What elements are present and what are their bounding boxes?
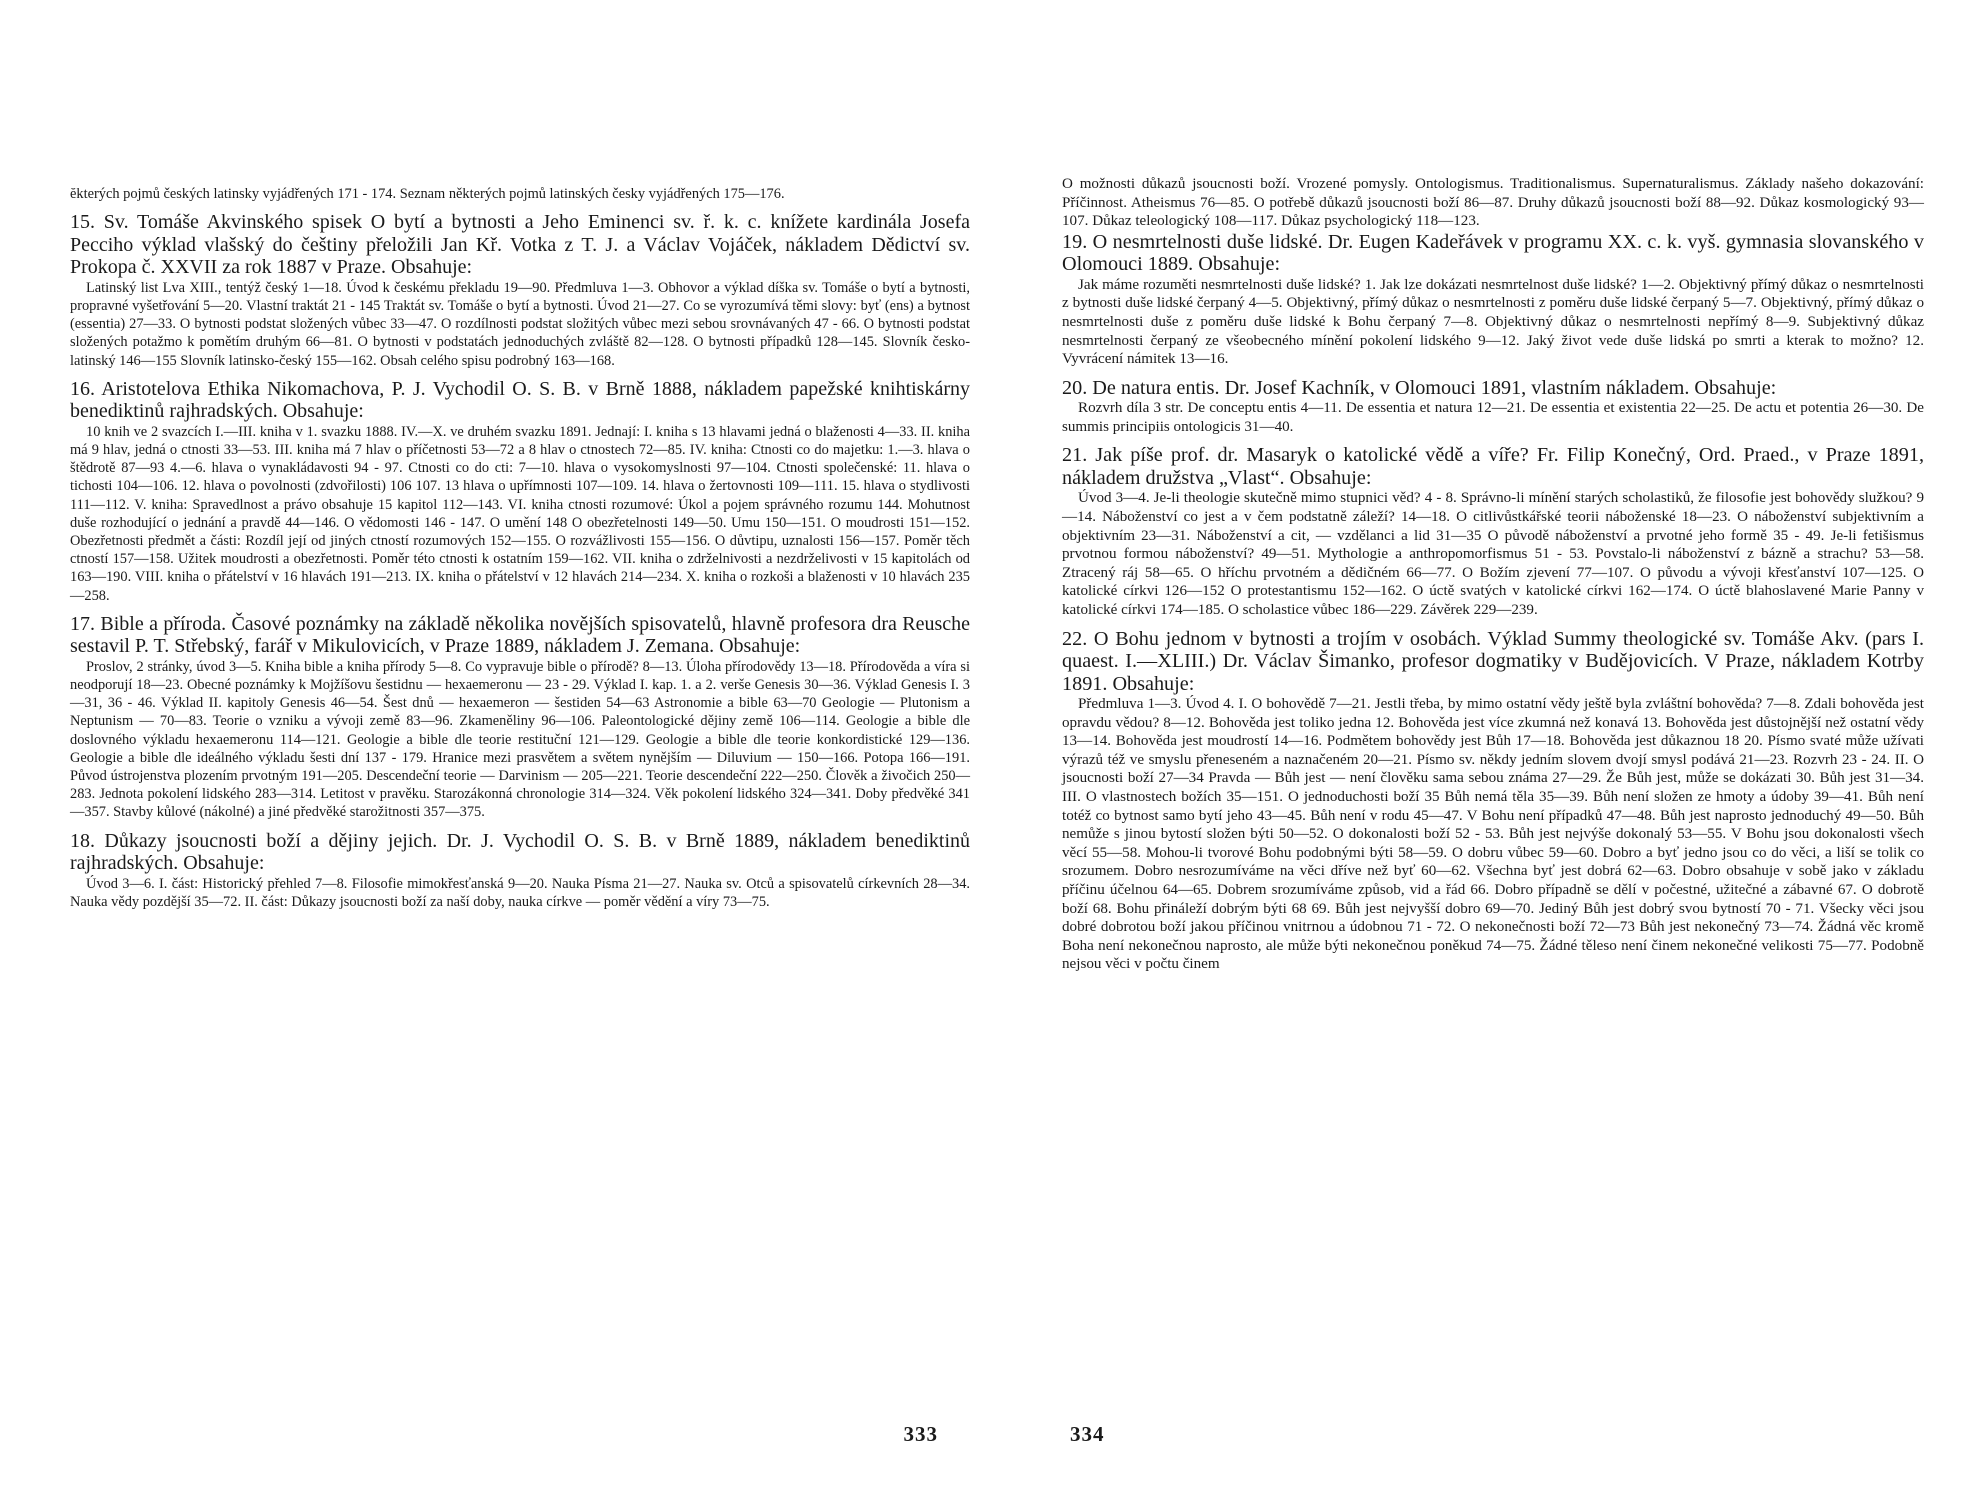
page-number-right: 334 xyxy=(1070,1422,1105,1446)
entry-20 xyxy=(1062,377,1924,437)
entry-heading: 20. De natura entis. Dr. Josef Kachník, v Olomouci 1891, vlastním nákladem. Obsahuje: xyxy=(1062,376,1777,399)
entry-contents: Úvod 3—6. I. část: Historický přehled 7—8. Filosofie mimokřesťanská 9—20. Nauka Písma 21—27. Nauka sv. Otců a spisovatelů církevních 28—34. Nauka vědy pozdější 35—72. II. část: Důkazy jsoucnosti boží za naší doby, nauka církve — poměr vědění a víry 73—75. xyxy=(70,875,970,910)
entry-contents: Rozvrh díla 3 str. De conceptu entis 4—11. De essentia et natura 12—21. De essentia et existentia 22—25. De actu et potentia 26—30. De summis principiis ontologicis 31—40. xyxy=(1062,400,1924,435)
entry-contents: Proslov, 2 stránky, úvod 3—5. Kniha bible a kniha přírody 5—8. Co vypravuje bible o přírodě? 8—13. Úloha přírodovědy 13—18. Přírodověda a víra si neodporují 18—23. Obecné poznámky k Mojžíšovu šestidnu — hexaemeronu — 23 - 29. Výklad I. kap. 1. a 2. verše Genesis 30—36. Výklad Genesis I. 3—31, 36 - 46. Výklad II. kapitoly Genesis 46—54. Šest dnů — hexaemeron — šestiden 54—63 Astronomie a bible 63—70 Geologie — Plutonism a Neptunism — 70—83. Teorie o vzniku a vývoji země 83—96. Zkameněliny 96—106. Paleontologické dějiny země 106—114. Geologie a bible dle doslovného výkladu hexaemeronu 114—121. Geologie a bible dle teorie restituční 121—129. Geologie a bible dle teorie konkordistické 129—136. Geologie a bible dle ideálného výkladu šesti dní 137 - 179. Hranice mezi prasvětem a světem nynějším — Diluvium — 150—166. Potopa 166—191. Původ ústrojenstva plozením prvotným 191—205. Descendeční teorie — Darvinism — 205—221. Teorie descendeční 222—250. Člověk a živočich 250—283. Jednota pokolení lidského 283—314. Letitost v pravěku. Starozákonná chronologie 314—324. Věk pokolení lidského 324—341. Doby předvěké 341—357. Stavby kůlové (nákolné) a jiné předvěké starožitnosti 357—375. xyxy=(70,658,970,821)
entry-heading: 15. Sv. Tomáše Akvinského spisek O bytí a bytnosti a Jeho Eminenci sv. ř. k. c. knížete kardinála Josefa Pecciho výklad vlašský do češtiny přeložili Jan Kř. Votka z T. J. a Václav Vojáček, nákladem Dědictví sv. Prokopa č. XXVII za rok 1887 v Praze. Obsahuje: xyxy=(70,211,970,279)
entry-17 xyxy=(70,613,970,822)
entry-18 xyxy=(70,830,970,911)
right-intro: O možnosti důkazů jsoucnosti boží. Vrozené pomysly. Ontologismus. Traditionalismus. Supernaturalismus. Základy našeho dokazování: Příčinnost. Atheismus 76—85. O potřebě důkazů jsoucnosti boží 86—87. Druhy důkazů jsoucnosti boží 88—92. Důkaz kosmologický 93—107. Důkaz teleologický 108—117. Důkaz psychologický 118—123. xyxy=(1062,176,1924,230)
entry-16 xyxy=(70,378,970,605)
left-intro: ĕkterých pojmů českých latinsky vyjádřených 171 - 174. Seznam některých pojmů latinských česky vyjádřených 175—176. xyxy=(70,186,785,202)
entry-contents: Latinský list Lva XIII., tentýž český 1—18. Úvod k českému překladu 19—90. Předmluva 1—3. Obhovor a výklad díška sv. Tomáše o bytí a bytnosti, propravné vyšetřování 5—20. Vlastní traktát 21 - 145 Traktát sv. Tomáše o bytí a bytnosti. Úvod 21—27. Co se vyrozumívá těmi slovy: byť (ens) a bytnost (essentia) 27—33. O bytnosti podstat složených vůbec 33—47. O rozdílnosti podstat složitých vůbec mezi sebou srovnávaných 47 - 66. O bytnosti podstat složených potažmo k pomětím druhým 66—81. O bytnosti v podstatách jednoduchých zvláště 82—128. O bytnosti případků 128—145. Slovník česko-latinský 146—155 Slovník latinsko-český 155—162. Obsah celého spisu podrobný 163—168. xyxy=(70,279,970,369)
entry-heading: 18. Důkazy jsoucnosti boží a dějiny jejich. Dr. J. Vychodil O. S. B. v Brně 1889, nákladem benediktinů rajhradských. Obsahuje: xyxy=(70,829,970,875)
entry-heading: 22. O Bohu jednom v bytnosti a trojím v osobách. Výklad Summy theologické sv. Tomáše Akv. (pars I. quaest. I.—XLIII.) Dr. Václav Šimanko, profesor dogmatiky v Budějovicích. V Praze, nákladem Kotrby 1891. Obsahuje: xyxy=(1062,627,1924,695)
entry-21 xyxy=(1062,444,1924,619)
page-number-left: 333 xyxy=(903,1422,938,1446)
entry-contents: Úvod 3—4. Je-li theologie skutečně mimo stupnici věd? 4 - 8. Správno-li mínění starých scholastiků, že filosofie jest bohovědy služkou? 9—14. Náboženství co jest a v čem podstatně záleží? 14—18. O citlivůstkářské teorii náboženské 18—23. O náboženství subjektivním a objektivním 23—31. Náboženství a cit, — vzdělanci a lid 31—35 O původě náboženství a prvotné jeho formě 35 - 49. Je-li fetišismus prvotnou formou náboženství? 49—51. Mythologie a anthropomorfismus 51 - 53. Povstalo-li náboženství z bázně a strachu? 53—58. Ztracený ráj 58—65. O hříchu prvotném a dědičném 66—77. O Božím zjevení 77—107. O původu a vývoji křesťanství 107—125. O katolické církvi 126—152 O protestantismu 152—162. O úctě svatých v katolické církvi 162—174. O úctě blahoslavené Marie Panny v katolické církvi 174—185. O scholastice vůbec 186—229. Závěrek 229—239. xyxy=(1062,490,1924,618)
entry-heading: 17. Bible a příroda. Časové poznámky na základě několika novějších spisovatelů, hlavně profesora dra Reusche sestavil P. T. Střebský, farář v Mikulovicích, v Praze 1889, nákladem J. Zemana. Obsahuje: xyxy=(70,612,970,658)
entry-contents: Předmluva 1—3. Úvod 4. I. O bohovědě 7—21. Jestli třeba, by mimo ostatní vědy ještě byla zvláštní bohověda? 7—8. Zdali bohověda jest opravdu vědou? 8—12. Bohověda jest toliko jedna 12. Bohověda jest více zkumná než konavá 13. Bohověda jest důstojnější než ostatní vědy 13—14. Bohověda jest moudrostí 14—16. Podmětem bohovědy jest Bůh 17—18. Bohověda jest důkaznou 18 20. Písmo svaté může užívati výrazů též ve smyslu přeneseném a naznačeném 20—21. Písmo sv. někdy jedním slovem dvojí smysl podává 21—23. Rozvrh 23 - 24. II. O jsoucnosti boží 27—34 Pravda — Bůh jest — není člověku sama sebou známa 27—29. Že Bůh jest, může se dokázati 30. Bůh jest 31—34. III. O vlastnostech božích 35—151. O jednoduchosti boží 35 Bůh nemá těla 35—39. Bůh není složen ze hmoty a údoby 39—41. Bůh není totéž co bytnost samo bytí jeho 43—45. Bůh není v rodu 45—47. V Bohu není případků 47—48. Bůh jest naprosto jednoduchý 49—50. Bůh nemůže s jinou bytostí složen býti 50—52. O dokonalosti boží 52 - 53. Bůh jest nejvýše dokonalý 53—55. V Bohu jsou dokonalosti všech věcí 55—58. Mohou-li tvorové Bohu podobnými býti 58—59. O dobru vůbec 59—60. Dobro a byť jedno jsou co do věci, a liší se tolik co srozumem. Dobro nesrozumíváme na věci dříve než byť 60—62. Všechna byť jest dobrá 62—63. Dobro obsahuje v sobě jako v základu příčinu účelnou 64—65. Dobrem srozumíváme způsob, vid a řád 66. Dobro případně se dělí v počestné, užitečné a zábavné 67. O dobrotě boží 68. Bohu přináleží dobrým býti 68 69. Bůh jest nejvyšší dobro 69—70. Jediný Bůh jest dobrý svou bytností 70 - 71. Všecky věci jsou dobré dobrotou boží jakou příčinou vnitrnou a údobnou 71 - 72. O nekonečnosti boží 72—73 Bůh jest nekonečný 73—74. Žádná věc kromě Boha není nekonečnou naprosto, ale může býti nekonečnou poněkud 74—75. Žádné těleso není činem nekonečné velikosti 75—77. Podobně nejsou věci v počtu činem xyxy=(1062,696,1924,973)
entry-22 xyxy=(1062,628,1924,974)
right-page xyxy=(1062,0,1924,1500)
left-page-text xyxy=(70,185,970,919)
entry-19 xyxy=(1062,231,1924,369)
entry-contents: 10 knih ve 2 svazcích I.—III. kniha v 1. svazku 1888. IV.—X. ve druhém svazku 1891. Jednají: I. kniha s 13 hlavami jedná o blaženosti 4—33. II. kniha má 9 hlav, jedná o ctnosti 33—53. III. kniha má 7 hlav o příčetnosti 53—72 a 8 hlav o ctnostech 72—85. IV. kniha: Ctnosti co do majetku: 1.—3. hlava o štědrotě 87—93 4.—6. hlava o vynakládavosti 94 - 97. Ctnosti co do cti: 7—10. hlava o vysokomyslnosti 97—104. Ctnosti společenské: 11. hlava o tichosti 104—106. 12. hlava o povolnosti (zdvořilosti) 106 107. 13 hlava o upřímnosti 107—109. 14. hlava o žertovnosti 109—111. 15. hlava o stydlivosti 111—112. V. kniha: Spravedlnost a právo obsahuje 15 kapitol 112—143. VI. kniha ctnosti rozumové: Úkol a pojem správného rozumu 144. Mohutnost duše rozhodující o jednání a pravdě 44—146. O vědomosti 146 - 147. O umění 148 O obezřetelnosti 149—50. Umu 150—151. O moudrosti 151—152. Obezřetnosti předmět a části: Rozdíl její od jiných ctností rozumových 152—155. O rozvážlivosti 155—156. O důvtipu, uznalosti 156—157. Poměr těch ctností 157—158. Užitek moudrosti a obezřetnosti. Poměr této ctnosti k ostatním 159—162. VII. kniha o zdrželnivosti a nezdrželivosti v 15 kapitolách od 163—190. VIII. kniha o přátelství v 16 hlavách 191—213. IX. kniha o přátelství v 12 hlavách 214—234. X. kniha o rozkoši a blaženosti v 10 hlavách 235—258. xyxy=(70,423,970,604)
entry-15 xyxy=(70,211,970,370)
left-page xyxy=(70,0,970,1500)
right-page-text xyxy=(1062,175,1924,982)
entry-heading: 16. Aristotelova Ethika Nikomachova, P. J. Vychodil O. S. B. v Brně 1888, nákladem papežské knihtiskárny benediktinů rajhradských. Obsahuje: xyxy=(70,377,970,423)
entry-heading: 19. O nesmrtelnosti duše lidské. Dr. Eugen Kadeřávek v programu XX. c. k. vyš. gymnasia slovanského v Olomouci 1889. Obsahuje: xyxy=(1062,230,1924,276)
entry-heading: 21. Jak píše prof. dr. Masaryk o katolické vědě a víře? Fr. Filip Konečný, Ord. Praed., v Praze 1891, nákladem družstva „Vlast“. Obsahuje: xyxy=(1062,444,1924,489)
entry-contents: Jak máme rozuměti nesmrtelnosti duše lidské? 1. Jak lze dokázati nesmrtelnost duše lidské? 1—2. Objektivný přímý důkaz o nesmrtelnosti z bytnosti duše lidské čerpaný 4—5. Objektivný, přímý důkaz o nesmrtelnosti z poměru duše lidské čerpaný 5—7. Objektivný, přímý důkaz o nesmrtelnosti duše z poměru duše lidské k Bohu čerpaný 7—8. Objektivný důkaz o nesmrtelnosti nepřímý 8—9. Subjektivný důkaz nesmrtelnosti čerpaný ze všeobecného mínění pokolení lidského 9—12. Jaký život vede duše lidská po smrti a kterak to možno? 12. Vyvrácení námitek 13—16. xyxy=(1062,276,1924,368)
